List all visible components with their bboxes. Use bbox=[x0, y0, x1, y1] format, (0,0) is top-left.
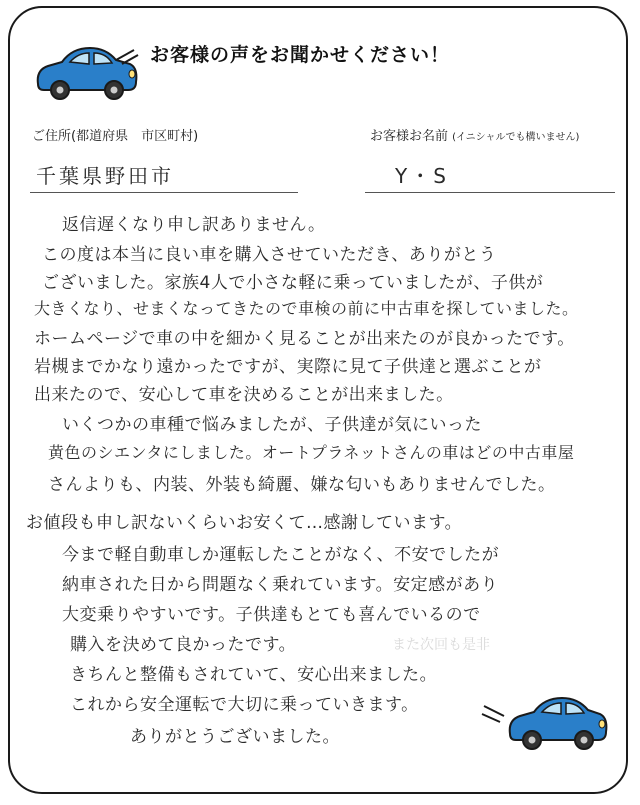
speed-lines-icon bbox=[112, 46, 142, 66]
message-line: 購入を決めて良かったです。 bbox=[70, 635, 297, 655]
message-line: 返信遅くなり申し訳ありません。 bbox=[62, 215, 326, 235]
message-line: 出来たので、安心して車を決めることが出来ました。 bbox=[34, 385, 454, 405]
name-label-note: (イニシャルでも構いません) bbox=[452, 132, 580, 143]
message-line: 今まで軽自動車しか運転したことがなく、不安でしたが bbox=[62, 545, 500, 565]
message-line: この度は本当に良い車を購入させていただき、ありがとう bbox=[42, 245, 497, 265]
name-underline bbox=[365, 192, 615, 193]
address-underline bbox=[30, 192, 298, 193]
show-through-text: また次回も是非 bbox=[392, 637, 490, 653]
form-title: お客様の声をお聞かせください！ bbox=[150, 44, 451, 66]
name-label-text: お客様お名前 bbox=[370, 129, 449, 144]
message-line: ございました。家族4人で小さな軽に乗っていましたが、子供が bbox=[42, 273, 544, 293]
message-line: 岩槻までかなり遠かったですが、実際に見て子供達と選ぶことが bbox=[34, 357, 542, 377]
message-line: 大きくなり、せまくなってきたので車検の前に中古車を探していました。 bbox=[34, 299, 579, 318]
message-line: これから安全運転で大切に乗っていきます。 bbox=[70, 695, 419, 715]
message-line: 黄色のシエンタにしました。オートプラネットさんの車はどの中古車屋 bbox=[48, 443, 575, 462]
message-line: きちんと整備もされていて、安心出来ました。 bbox=[70, 665, 438, 685]
message-line: ホームページで車の中を細かく見ることが出来たのが良かったです。 bbox=[34, 329, 575, 349]
name-label bbox=[370, 125, 579, 144]
message-line: さんよりも、内装、外装も綺麗、嫌な匂いもありませんでした。 bbox=[48, 475, 556, 495]
message-line: お値段も申し訳ないくらいお安くて…感謝しています。 bbox=[26, 513, 463, 533]
address-label: ご住所(都道府県 市区町村) bbox=[32, 129, 199, 144]
message-line: ありがとうございました。 bbox=[130, 727, 340, 747]
message-line: 大変乗りやすいです。子供達もとても喜んでいるので bbox=[62, 605, 481, 625]
message-line: 納車された日から問題なく乗れています。安定感があり bbox=[62, 575, 499, 595]
car-icon bbox=[506, 690, 610, 752]
name-value: Y・S bbox=[395, 164, 449, 188]
message-line: いくつかの車種で悩みましたが、子供達が気にいった bbox=[62, 415, 482, 435]
address-value: 千葉県野田市 bbox=[36, 164, 174, 188]
